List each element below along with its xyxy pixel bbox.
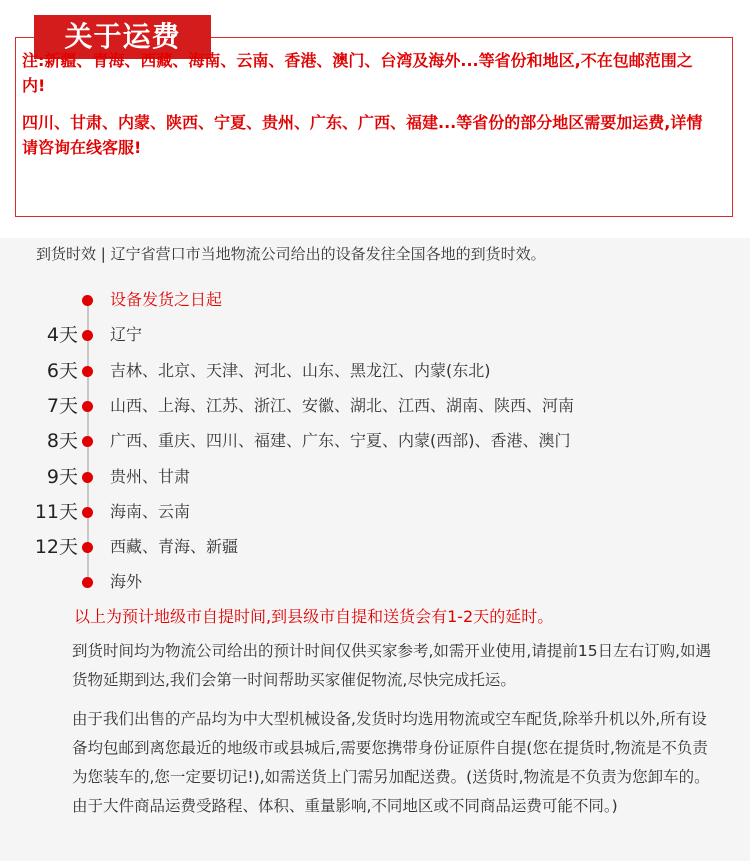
timeline-row [0, 464, 750, 490]
timeline-dot [82, 366, 93, 377]
timeline-start [0, 287, 750, 313]
delivery-places: 吉林、北京、天津、河北、山东、黑龙江、内蒙(东北) [110, 361, 491, 380]
delivery-places: 贵州、甘肃 [110, 467, 191, 486]
delivery-days: 9天 [46, 466, 78, 488]
timeline-row [0, 534, 750, 560]
notice-excluded-regions: 注:新疆、青海、西藏、海南、云南、香港、澳门、台湾及海外...等省份和地区,不在包邮范围之内! [22, 51, 693, 95]
timeline-row [0, 428, 750, 454]
timeline-dot [82, 577, 93, 588]
delivery-days: 7天 [46, 395, 78, 417]
timeline-end [0, 569, 750, 595]
delay-note: 以上为预计地级市自提时间,到县级市自提和送货会有1-2天的延时。 [74, 607, 554, 626]
timeline-dot [82, 436, 93, 447]
delivery-days: 6天 [46, 360, 78, 382]
timeline-dot [82, 542, 93, 553]
delivery-places: 海南、云南 [110, 502, 191, 521]
delivery-days: 8天 [46, 430, 78, 452]
section-title: 关于运费 [34, 15, 211, 59]
delivery-places: 广西、重庆、四川、福建、广东、宁夏、内蒙(西部)、香港、澳门 [110, 431, 571, 450]
timeline-row [0, 358, 750, 384]
timeline-row [0, 393, 750, 419]
timeline-row [0, 499, 750, 525]
delivery-places: 山西、上海、江苏、浙江、安徽、湖北、江西、湖南、陕西、河南 [110, 396, 575, 415]
delivery-places: 西藏、青海、新疆 [110, 537, 239, 556]
timeline-dot [82, 295, 93, 306]
timeline-end-label: 海外 [110, 572, 143, 591]
delivery-time-paragraph: 到货时间均为物流公司给出的预计时间仅供买家参考,如需开业使用,请提前15日左右订购,如遇货物延期到达,我们会第一时间帮助买家催促物流,尽快完成托运。 [72, 642, 712, 689]
timeline-dot [82, 507, 93, 518]
delivery-intro: 到货时效 | 辽宁省营口市当地物流公司给出的设备发往全国各地的到货时效。 [36, 245, 546, 263]
timeline-dot [82, 472, 93, 483]
notice-extra-fee-regions: 四川、甘肃、内蒙、陕西、宁夏、贵州、广东、广西、福建...等省份的部分地区需要加运费,详情请咨询在线客服! [22, 113, 703, 157]
timeline-dot [82, 330, 93, 341]
timeline-row [0, 322, 750, 348]
delivery-places: 辽宁 [110, 325, 143, 344]
delivery-days: 11天 [34, 501, 78, 523]
pickup-policy-paragraph: 由于我们出售的产品均为中大型机械设备,发货时均选用物流或空车配货,除举升机以外,所有设备均包邮到离您最近的地级市或县城后,需要您携带身份证原件自提(您在提货时,物流是不负责为您装车的,您一定要切记!),如需送货上门需另加配送费。(送货时,物流是不负责为您卸车的。由于大件商品运费受路程、体积、重量影响,不同地区或不同商品运费可能不同。) [72, 710, 710, 815]
timeline-dot [82, 401, 93, 412]
delivery-days: 4天 [46, 324, 78, 346]
timeline-start-label: 设备发货之日起 [110, 290, 223, 309]
delivery-days: 12天 [34, 536, 78, 558]
